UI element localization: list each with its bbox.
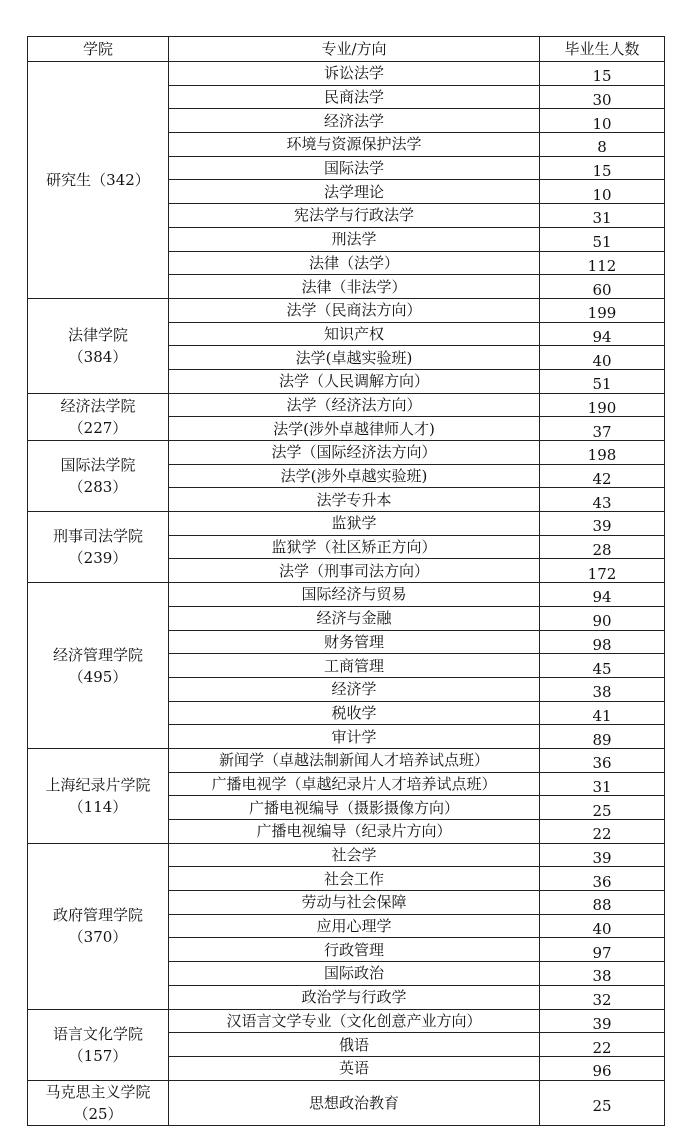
- college-name: 刑事司法学院: [52, 527, 143, 546]
- major-cell: 税收学: [169, 701, 540, 725]
- major-cell: 思想政治教育: [169, 1080, 540, 1125]
- count-value: 40: [592, 920, 612, 938]
- count-value: 51: [592, 375, 612, 394]
- major-cell: 国际经济与贸易: [169, 583, 540, 607]
- table-row: [28, 1009, 665, 1033]
- table-row: [28, 441, 665, 465]
- count-value: 39: [592, 517, 612, 536]
- college-total: （239）: [68, 549, 128, 568]
- count-cell: [540, 251, 665, 275]
- count-cell: [540, 1056, 665, 1080]
- major-cell: 刑法学: [169, 227, 540, 251]
- count-cell: [540, 820, 665, 844]
- count-value: 43: [592, 493, 612, 512]
- count-cell: [540, 843, 665, 867]
- count-value: 39: [592, 1014, 612, 1033]
- college-total: （227）: [68, 418, 128, 437]
- college-cell: [28, 393, 169, 440]
- major-cell: 广播电视编导（纪录片方向）: [169, 820, 540, 844]
- count-cell: [540, 133, 665, 157]
- count-value: 199: [587, 304, 617, 323]
- count-value: 96: [592, 1062, 612, 1081]
- count-value: 198: [587, 446, 617, 465]
- count-cell: [540, 867, 665, 891]
- count-value: 94: [592, 327, 612, 346]
- college-cell: [28, 583, 169, 749]
- count-cell: [540, 772, 665, 796]
- table-row: [28, 748, 665, 772]
- table-row: [28, 1080, 665, 1125]
- major-cell: 劳动与社会保障: [169, 891, 540, 915]
- count-cell: [540, 985, 665, 1009]
- count-value: 30: [592, 91, 612, 109]
- count-cell: [540, 204, 665, 228]
- college-name: 马克思主义学院: [45, 1082, 151, 1101]
- count-value: 25: [592, 801, 612, 820]
- count-cell: [540, 275, 665, 299]
- count-value: 22: [592, 1038, 612, 1057]
- count-cell: [540, 180, 665, 204]
- count-cell: [540, 677, 665, 701]
- major-cell: 监狱学: [169, 512, 540, 536]
- college-cell: [28, 512, 169, 583]
- count-cell: [540, 488, 665, 512]
- college-name: 上海纪录片学院: [45, 775, 151, 794]
- count-value: 60: [592, 280, 612, 299]
- college-cell: [28, 1009, 169, 1080]
- count-value: 10: [592, 185, 612, 204]
- major-cell: 工商管理: [169, 654, 540, 678]
- major-cell: 法律（法学）: [169, 251, 540, 275]
- count-value: 98: [592, 635, 612, 654]
- major-cell: 广播电视编导（摄影摄像方向）: [169, 796, 540, 820]
- count-cell: [540, 441, 665, 465]
- count-cell: [540, 654, 665, 678]
- major-cell: 法学专升本: [169, 488, 540, 512]
- count-cell: [540, 298, 665, 322]
- count-value: 15: [592, 162, 612, 180]
- count-cell: [540, 559, 665, 583]
- major-cell: 经济法学: [169, 109, 540, 133]
- major-cell: 法学(涉外卓越律师人才): [169, 417, 540, 441]
- college-total: （283）: [68, 478, 128, 497]
- major-cell: 法学（刑事司法方向）: [169, 559, 540, 583]
- table-row: [28, 298, 665, 322]
- count-cell: [540, 346, 665, 370]
- count-cell: [540, 583, 665, 607]
- count-value: 112: [587, 256, 617, 275]
- count-cell: [540, 725, 665, 749]
- college-total: （114）: [68, 797, 128, 816]
- major-cell: 行政管理: [169, 938, 540, 962]
- major-cell: 社会工作: [169, 867, 540, 891]
- major-cell: 民商法学: [169, 85, 540, 109]
- college-cell: [28, 748, 169, 843]
- major-cell: 俄语: [169, 1033, 540, 1057]
- college-cell: [28, 62, 169, 299]
- count-cell: [540, 512, 665, 536]
- count-value: 8: [597, 138, 607, 157]
- major-cell: 监狱学（社区矫正方向）: [169, 535, 540, 559]
- graduates-table: [27, 36, 665, 1126]
- college-name: 政府管理学院: [52, 906, 143, 925]
- college-name: 语言文化学院: [52, 1024, 143, 1043]
- count-value: 90: [592, 612, 612, 630]
- count-value: 89: [592, 730, 612, 749]
- count-cell: [540, 891, 665, 915]
- major-cell: 法学（人民调解方向）: [169, 369, 540, 393]
- major-cell: 广播电视学（卓越纪录片人才培养试点班）: [169, 772, 540, 796]
- major-cell: 国际法学: [169, 156, 540, 180]
- count-value: 190: [587, 398, 617, 417]
- header-row: [28, 37, 665, 62]
- count-value: 38: [592, 683, 612, 702]
- count-value: 31: [592, 209, 612, 228]
- major-cell: 财务管理: [169, 630, 540, 654]
- count-cell: [540, 630, 665, 654]
- major-cell: 经济学: [169, 677, 540, 701]
- college-name: 国际法学院: [60, 456, 136, 475]
- major-cell: 诉讼法学: [169, 62, 540, 86]
- table-row: [28, 393, 665, 417]
- count-value: 25: [592, 1096, 612, 1115]
- college-name: 经济管理学院: [52, 645, 143, 664]
- count-cell: [540, 701, 665, 725]
- major-cell: 法律（非法学）: [169, 275, 540, 299]
- count-cell: [540, 606, 665, 630]
- major-cell: 社会学: [169, 843, 540, 867]
- college-total: （495）: [68, 667, 128, 686]
- college-total: （157）: [68, 1046, 128, 1065]
- count-value: 97: [592, 943, 612, 962]
- count-cell: [540, 962, 665, 986]
- count-cell: [540, 227, 665, 251]
- major-cell: 新闻学（卓越法制新闻人才培养试点班）: [169, 748, 540, 772]
- count-value: 31: [592, 777, 612, 796]
- count-value: 42: [592, 470, 612, 488]
- college-total: （25）: [73, 1104, 123, 1123]
- major-cell: 应用心理学: [169, 914, 540, 938]
- count-cell: [540, 156, 665, 180]
- count-value: 22: [592, 825, 612, 844]
- count-value: 10: [592, 114, 612, 133]
- count-value: 36: [592, 754, 612, 773]
- major-cell: 法学(卓越实验班): [169, 346, 540, 370]
- column-header-count: 毕业生人数: [540, 37, 665, 62]
- count-cell: [540, 417, 665, 441]
- college-cell: [28, 441, 169, 512]
- major-cell: 法学（民商法方向）: [169, 298, 540, 322]
- count-value: 38: [592, 967, 612, 986]
- count-value: 15: [592, 67, 612, 86]
- count-value: 94: [592, 588, 612, 607]
- count-cell: [540, 1033, 665, 1057]
- count-value: 32: [592, 991, 612, 1009]
- count-cell: [540, 369, 665, 393]
- college-name: 研究生（342）: [46, 170, 150, 189]
- major-cell: 审计学: [169, 725, 540, 749]
- college-total: （384）: [68, 347, 128, 366]
- college-name: 法律学院: [67, 325, 128, 344]
- major-cell: 政治学与行政学: [169, 985, 540, 1009]
- count-value: 88: [592, 896, 612, 915]
- table-row: [28, 512, 665, 536]
- count-value: 36: [592, 872, 612, 891]
- table-row: [28, 62, 665, 86]
- major-cell: 环境与资源保护法学: [169, 133, 540, 157]
- count-value: 40: [592, 351, 612, 370]
- table-body: [28, 62, 665, 1126]
- count-cell: [540, 938, 665, 962]
- major-cell: 英语: [169, 1056, 540, 1080]
- major-cell: 知识产权: [169, 322, 540, 346]
- count-cell: [540, 464, 665, 488]
- major-cell: 国际政治: [169, 962, 540, 986]
- count-value: 37: [592, 422, 612, 441]
- count-cell: [540, 62, 665, 86]
- major-cell: 法学（经济法方向）: [169, 393, 540, 417]
- college-cell: [28, 843, 169, 1009]
- column-header-college: 学院: [28, 37, 169, 62]
- column-header-major: 专业/方向: [169, 37, 540, 62]
- major-cell: 法学理论: [169, 180, 540, 204]
- college-name: 经济法学院: [60, 396, 136, 415]
- count-cell: [540, 914, 665, 938]
- count-cell: [540, 535, 665, 559]
- table-row: [28, 583, 665, 607]
- count-cell: [540, 322, 665, 346]
- table-header: [28, 37, 665, 62]
- count-value: 41: [592, 706, 612, 725]
- table-row: [28, 843, 665, 867]
- count-value: 39: [592, 849, 612, 867]
- college-cell: [28, 1080, 169, 1125]
- count-cell: [540, 748, 665, 772]
- count-value: 45: [592, 659, 612, 678]
- count-cell: [540, 1009, 665, 1033]
- count-cell: [540, 109, 665, 133]
- major-cell: 宪法学与行政法学: [169, 204, 540, 228]
- count-value: 172: [587, 564, 617, 583]
- count-cell: [540, 1080, 665, 1125]
- college-total: （370）: [68, 928, 128, 947]
- count-cell: [540, 796, 665, 820]
- count-value: 51: [592, 233, 612, 251]
- count-value: 28: [592, 541, 612, 559]
- major-cell: 汉语言文学专业（文化创意产业方向）: [169, 1009, 540, 1033]
- count-cell: [540, 85, 665, 109]
- count-cell: [540, 393, 665, 417]
- major-cell: 经济与金融: [169, 606, 540, 630]
- major-cell: 法学(涉外卓越实验班): [169, 464, 540, 488]
- college-cell: [28, 298, 169, 393]
- major-cell: 法学（国际经济法方向）: [169, 441, 540, 465]
